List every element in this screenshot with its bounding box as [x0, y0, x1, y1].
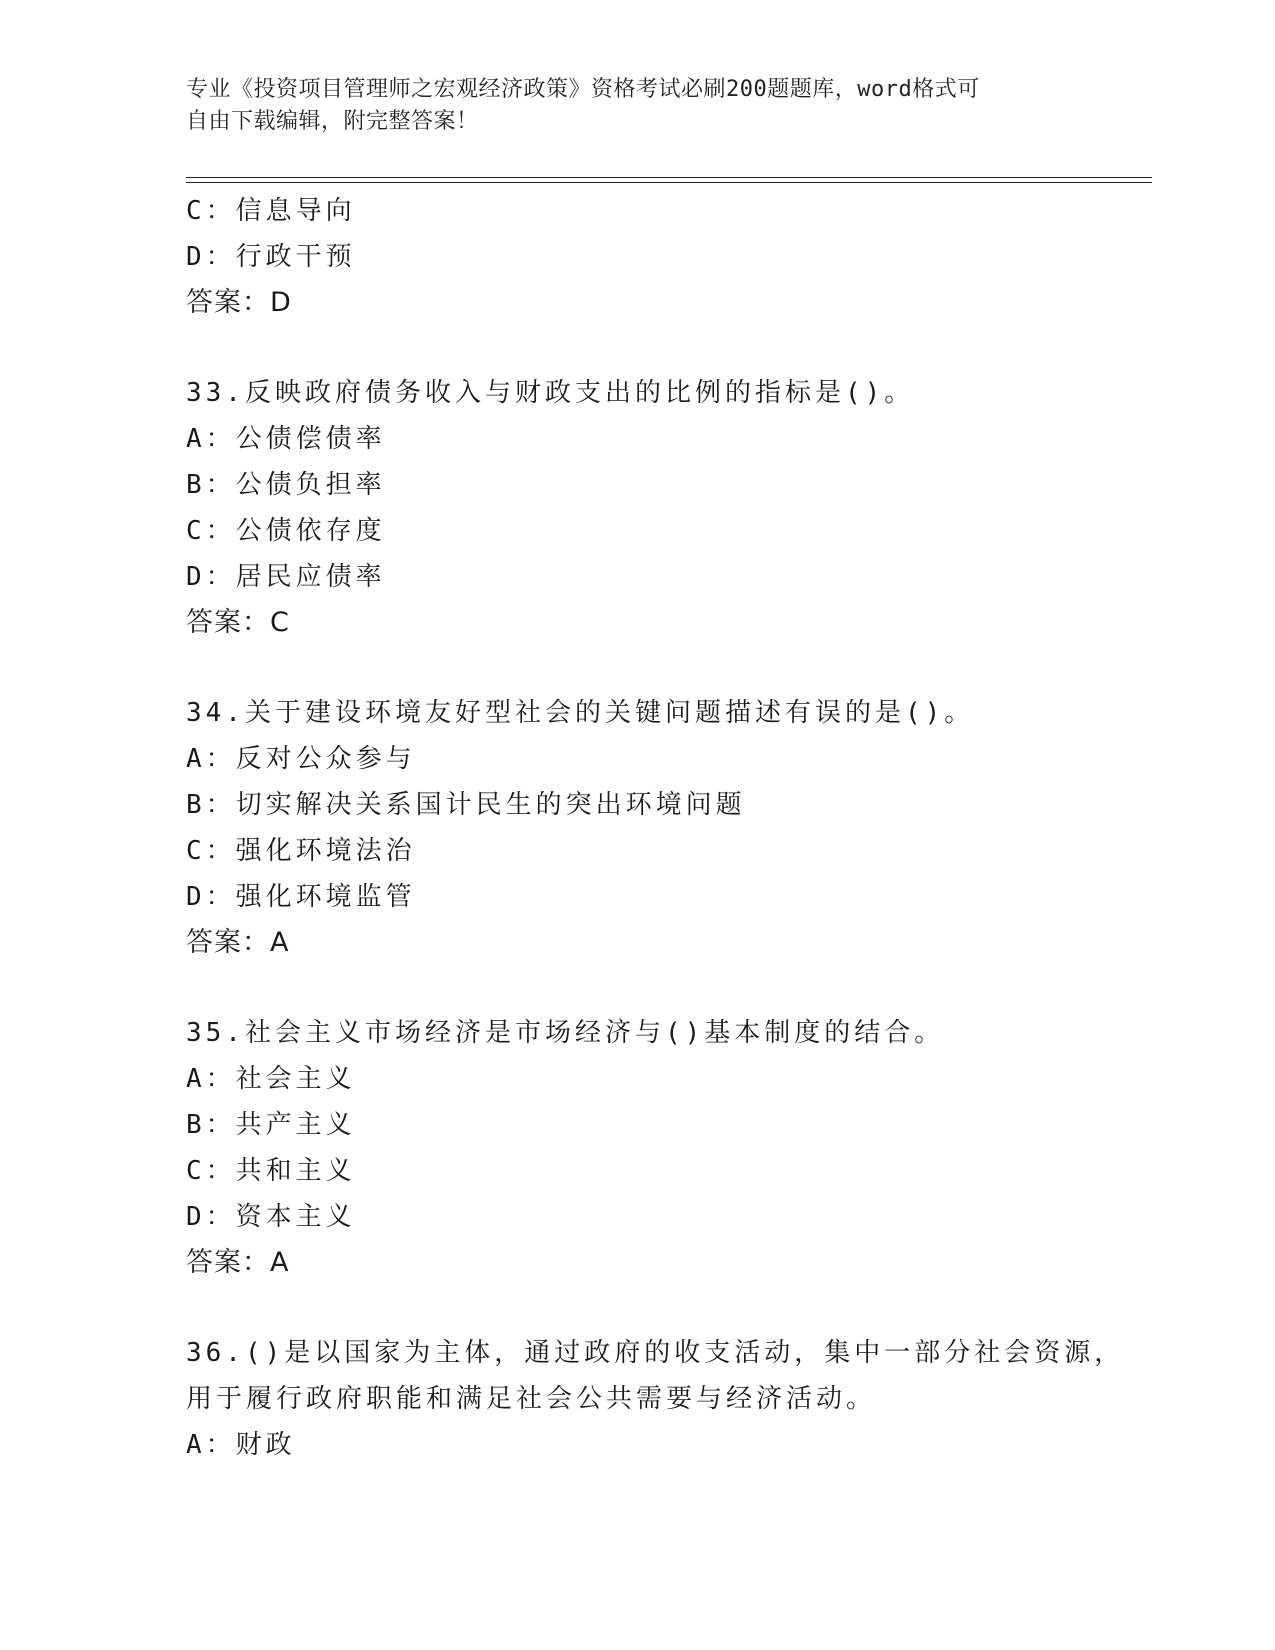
option-a: A：社会主义	[186, 1064, 356, 1094]
header-line-1: 专业《投资项目管理师之宏观经济政策》资格考试必刷200题题库，word格式可	[186, 77, 980, 102]
option-d: D：强化环境监管	[186, 882, 416, 912]
question-block-36	[186, 1330, 1146, 1468]
question-stem: 34.关于建设环境友好型社会的关键问题描述有误的是()。	[186, 698, 975, 728]
option-d: D：居民应债率	[186, 562, 386, 592]
question-block-34	[186, 690, 1146, 966]
question-stem-line-2: 用于履行政府职能和满足社会公共需要与经济活动。	[186, 1384, 877, 1414]
header-rule-bottom	[186, 182, 1152, 183]
option-c: C：公债依存度	[186, 516, 386, 546]
document-header	[186, 74, 1086, 138]
answer-line: 答案：C	[186, 607, 290, 638]
option-b: B：切实解决关系国计民生的突出环境问题	[186, 790, 746, 820]
option-d: D：资本主义	[186, 1202, 356, 1232]
option-c: C：共和主义	[186, 1156, 356, 1186]
spacer	[186, 966, 1146, 1010]
spacer	[186, 646, 1146, 690]
question-stem: 33.反映政府债务收入与财政支出的比例的指标是()。	[186, 378, 915, 408]
option-c: C：信息导向	[186, 196, 356, 226]
question-stem: 35.社会主义市场经济是市场经济与()基本制度的结合。	[186, 1018, 945, 1048]
answer-line: 答案：A	[186, 1247, 290, 1278]
answer-line: 答案：A	[186, 927, 290, 958]
spacer	[186, 326, 1146, 370]
question-block-prev	[186, 188, 1146, 326]
option-a: A：公债偿债率	[186, 424, 386, 454]
option-a: A：财政	[186, 1430, 296, 1460]
option-a: A：反对公众参与	[186, 744, 416, 774]
option-b: B：共产主义	[186, 1110, 356, 1140]
header-line-2: 自由下载编辑，附完整答案！	[186, 109, 479, 134]
question-stem-line-1: 36.()是以国家为主体，通过政府的收支活动，集中一部分社会资源，	[186, 1338, 1125, 1368]
question-block-35	[186, 1010, 1146, 1286]
header-rule-top	[186, 177, 1152, 178]
question-block-33	[186, 370, 1146, 646]
option-b: B：公债负担率	[186, 470, 386, 500]
question-list	[186, 188, 1146, 1468]
option-c: C：强化环境法治	[186, 836, 416, 866]
answer-line: 答案：D	[186, 287, 292, 318]
spacer	[186, 1286, 1146, 1330]
option-d: D：行政干预	[186, 242, 356, 272]
